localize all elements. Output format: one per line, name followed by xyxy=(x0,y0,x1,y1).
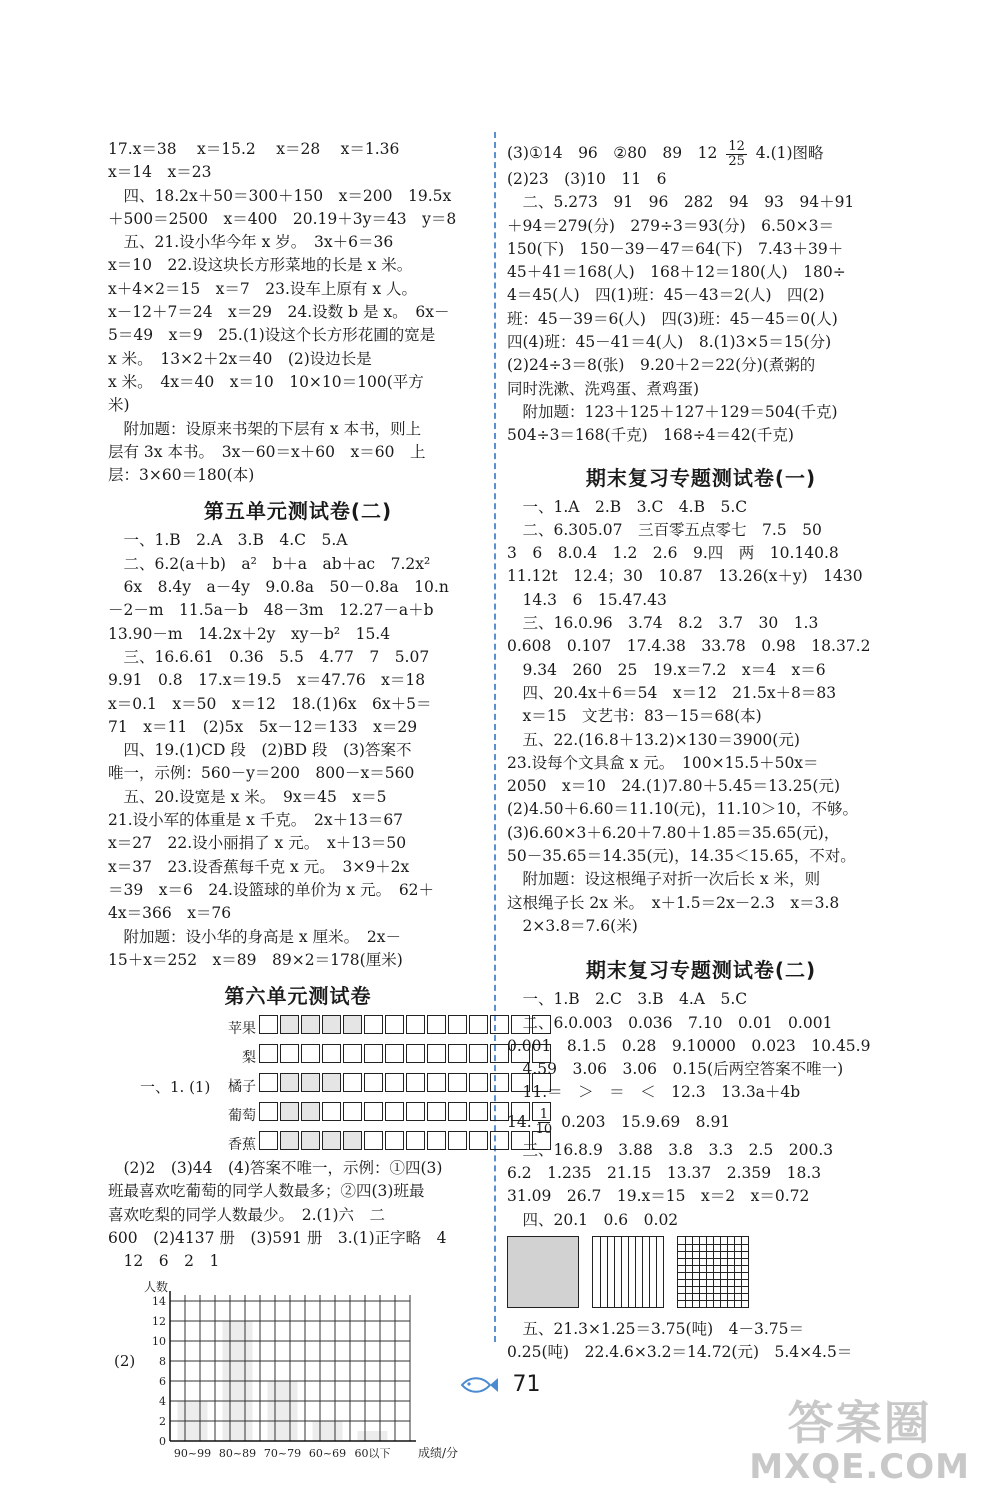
answer-line: ＋500＝2500 x＝400 20.19＋3y＝43 y＝8 xyxy=(108,209,457,228)
answer-line: x＋4×2＝15 x＝7 23.设车上原有 x 人。 xyxy=(108,279,418,298)
y-tick-label: 10 xyxy=(152,1334,166,1348)
fruit-row xyxy=(108,1014,488,1041)
fraction-denominator: 10 xyxy=(535,1122,553,1138)
answer-line: 五、21.设小华今年 x 岁。 3x＋6＝36 xyxy=(108,233,394,252)
grid-line xyxy=(727,1237,728,1307)
hundredths-grid xyxy=(677,1236,749,1308)
tally-cell xyxy=(301,1044,320,1063)
fraction-numerator: 12 xyxy=(728,138,745,154)
answer-line: 三、16.0.96 3.74 8.2 3.7 30 1.3 xyxy=(507,614,819,633)
tally-cell xyxy=(385,1073,404,1092)
tally-cell xyxy=(448,1131,467,1150)
grid-line xyxy=(678,1286,748,1287)
tally-cell xyxy=(406,1131,425,1150)
answer-line: 附加题：123＋125＋127＋129＝504(千克) xyxy=(507,402,838,421)
fruit-row xyxy=(108,1072,488,1099)
decimal-grid-figures xyxy=(507,1236,895,1312)
tally-cell xyxy=(280,1015,299,1034)
score-chart-area xyxy=(108,1276,488,1461)
tally-cell xyxy=(301,1102,320,1121)
unit6-title: 第六单元测试卷 xyxy=(224,984,372,1009)
tally-cell xyxy=(469,1102,488,1121)
tally-cell xyxy=(322,1015,341,1034)
tally-cell xyxy=(364,1102,383,1121)
final-review-1-title: 期末复习专题测试卷(一) xyxy=(585,465,817,490)
tally-cell xyxy=(343,1073,362,1092)
answer-line: x＝10 22.设这块长方形菜地的长是 x 米。 xyxy=(108,256,413,275)
grid-line xyxy=(614,1237,615,1307)
fruit-label: 香蕉 xyxy=(228,1137,256,1154)
fruit-label: 葡萄 xyxy=(228,1108,256,1125)
unit4-answers xyxy=(108,138,488,487)
fraction-denominator: 25 xyxy=(728,153,745,169)
answer-line: 班：45－39＝6(人) 四(3)班：45－45＝0(人) xyxy=(507,309,838,328)
y-tick-label: 8 xyxy=(159,1354,166,1368)
answer-line: 附加题：设这根绳子对折一次后长 x 米，则 xyxy=(507,870,821,889)
tally-cell xyxy=(406,1102,425,1121)
answer-line: 三、16.6.61 0.36 5.5 4.77 7 5.07 xyxy=(108,647,430,666)
tally-cell xyxy=(427,1102,446,1121)
tally-cell xyxy=(469,1044,488,1063)
y-axis-label: 人数 xyxy=(144,1279,169,1294)
tally-cell xyxy=(322,1044,341,1063)
answer-text: 14. xyxy=(507,1112,532,1131)
final-review-2-answers-c xyxy=(507,1318,895,1365)
tally-cell xyxy=(427,1015,446,1034)
answer-text: (3)①14 96 ②80 89 12 xyxy=(507,144,718,162)
tally-cell xyxy=(406,1015,425,1034)
tally-cell xyxy=(280,1044,299,1063)
fish-decoration-icon xyxy=(460,1374,500,1396)
final-review-1-answers xyxy=(507,496,895,939)
fruit-row xyxy=(108,1130,488,1157)
answer-line: 一、1.B 2.C 3.B 4.A 5.C xyxy=(507,990,748,1009)
tally-cell xyxy=(259,1131,278,1150)
tally-cell xyxy=(364,1044,383,1063)
answer-line: ＝39 x＝6 24.设篮球的单价为 x 元。 62＋ xyxy=(108,880,435,899)
answer-line: 11.＝ ＞ ＝ ＜ 12.3 13.3a＋4b xyxy=(507,1083,801,1102)
answer-line: 层：3×60＝180(本) xyxy=(108,466,255,485)
fruit-row xyxy=(108,1101,488,1128)
answer-line: 600 (2)4137 册 (3)591 册 3.(1)正字略 4 xyxy=(108,1228,447,1247)
x-tick-label: 60~69 xyxy=(308,1446,347,1460)
tally-cell xyxy=(406,1073,425,1092)
answer-line: 五、22.(16.8＋13.2)×130＝3900(元) xyxy=(507,730,800,749)
answer-line: x＝15 文艺书：83－15＝68(本) xyxy=(507,707,762,726)
tally-cell xyxy=(406,1044,425,1063)
tally-cell xyxy=(427,1044,446,1063)
answer-line: (2)4.50＋6.60＝11.10(元)，11.10＞10，不够。 xyxy=(507,800,859,819)
answer-line: 15＋x＝252 x＝89 89×2＝178(厘米) xyxy=(108,950,403,969)
final-review-2-title: 期末复习专题测试卷(二) xyxy=(585,958,817,983)
answer-line: 21.设小军的体重是 x 千克。 2x＋13＝67 xyxy=(108,811,404,830)
answer-line: 附加题：设原来书架的下层有 x 本书，则上 xyxy=(108,419,422,438)
y-tick-label: 0 xyxy=(159,1434,166,1448)
fruit-label: 橘子 xyxy=(228,1079,256,1096)
answer-line: x＝37 23.设香蕉每千克 x 元。 3×9＋2x xyxy=(108,857,410,876)
grid-line xyxy=(678,1272,748,1273)
tally-cell xyxy=(343,1044,362,1063)
full-shaded-square xyxy=(507,1236,579,1308)
answer-line: 0.608 0.107 17.4.38 33.78 0.98 18.37.2 xyxy=(507,637,871,656)
answer-line: 二、6.305.07 三百零五点零七 7.5 50 xyxy=(507,520,822,539)
answer-line: x 米。 13×2＋2x＝40 (2)设边长是 xyxy=(108,349,372,368)
answer-line: x＝14 x＝23 xyxy=(108,163,212,182)
answer-text: 4.(1)图略 xyxy=(755,144,824,162)
answer-line: 层有 3x 本书。 3x－60＝x＋60 x＝60 上 xyxy=(108,442,426,461)
y-tick-label: 14 xyxy=(152,1294,166,1308)
tally-cell xyxy=(364,1131,383,1150)
answer-line: 五、21.3×1.25＝3.75(吨) 4－3.75＝ xyxy=(507,1319,804,1338)
fruit-label: 梨 xyxy=(242,1050,256,1067)
answer-line: 4＝45(人) 四(1)班：45－43＝2(人) 四(2) xyxy=(507,286,825,305)
answer-line: 二、6.0.003 0.036 7.10 0.01 0.001 xyxy=(507,1013,833,1032)
tally-cell xyxy=(469,1015,488,1034)
tally-cell xyxy=(343,1102,362,1121)
answer-line: 14.3 6 15.47.43 xyxy=(507,590,667,609)
y-tick-label: 6 xyxy=(159,1374,166,1388)
answer-line: 四(4)班：45－41＝4(人) 8.(1)3×5＝15(分) xyxy=(507,333,832,352)
grid-line xyxy=(649,1237,650,1307)
answer-line: 喜欢吃梨的同学人数最少。 2.(1)六 二 xyxy=(108,1205,385,1224)
answer-line: 71 x＝11 (2)5x 5x－12＝133 x＝29 xyxy=(108,717,418,736)
answer-line: 12 6 2 1 xyxy=(108,1252,220,1271)
answer-line xyxy=(507,1105,895,1139)
tally-cell xyxy=(259,1073,278,1092)
right-column xyxy=(507,138,895,1364)
answer-line: 附加题：设小华的身高是 x 厘米。 2x－ xyxy=(108,927,401,946)
answer-line: 四、20.4x＋6＝54 x＝12 21.5x＋8＝83 xyxy=(507,683,837,702)
tally-cell xyxy=(301,1131,320,1150)
unit6-answers xyxy=(108,1157,488,1273)
answer-line: 6.2 1.235 21.15 13.37 2.359 18.3 xyxy=(507,1163,822,1182)
page-footer xyxy=(0,1372,1000,1397)
watermark-logo-text: 答案圈 xyxy=(787,1396,932,1450)
grid-line xyxy=(720,1237,721,1307)
answer-line: x－12＋7＝24 x＝29 24.设数 b 是 x。 6x－ xyxy=(108,303,450,322)
answer-line: 二、5.273 91 96 282 94 93 94＋91 xyxy=(507,193,855,212)
tally-cell xyxy=(280,1073,299,1092)
final-review-2-answers-b xyxy=(507,1139,895,1232)
y-tick-label: 2 xyxy=(159,1414,166,1428)
tally-cell xyxy=(364,1073,383,1092)
answer-line: 2050 x＝10 24.(1)7.80＋5.45＝13.25(元) xyxy=(507,777,841,796)
tally-cell xyxy=(259,1044,278,1063)
tally-cell xyxy=(448,1073,467,1092)
tally-cell xyxy=(448,1102,467,1121)
fraction-numerator: 1 xyxy=(539,1107,549,1123)
answer-line: 这根绳子长 2x 米。 x＋1.5＝2x－2.3 x＝3.8 xyxy=(507,893,840,912)
answer-line xyxy=(507,138,895,168)
unit5-answers xyxy=(108,529,488,972)
answer-line: 50－35.65＝14.35(元)，14.35＜15.65，不对。 xyxy=(507,847,856,866)
x-tick-label: 80~89 xyxy=(218,1446,257,1460)
answer-line: 45＋41＝168(人) 168＋12＝180(人) 180÷ xyxy=(507,263,846,282)
tally-cell xyxy=(385,1015,404,1034)
answer-line: 四、19.(1)CD 段 (2)BD 段 (3)答案不 xyxy=(108,741,412,760)
tally-cell xyxy=(364,1015,383,1034)
x-axis-label: 成绩/分 xyxy=(418,1445,459,1460)
watermark-url: MXQE.COM xyxy=(749,1447,970,1487)
tally-cell xyxy=(259,1015,278,1034)
column-divider xyxy=(494,132,496,1342)
y-tick-label: 4 xyxy=(159,1394,166,1408)
grid-line xyxy=(607,1237,608,1307)
answer-line: 11.12t 12.4；30 10.87 13.26(x＋y) 1430 xyxy=(507,567,863,586)
answer-line: 米) xyxy=(108,396,130,415)
answer-line: 同时洗漱、洗鸡蛋、煮鸡蛋) xyxy=(507,379,700,398)
grid-line xyxy=(635,1237,636,1307)
left-column xyxy=(108,138,488,1461)
answer-line: x＝0.1 x＝50 x＝12 18.(1)6x 6x＋5＝ xyxy=(108,694,432,713)
grid-line xyxy=(741,1237,742,1307)
fraction xyxy=(726,140,747,169)
tally-cell xyxy=(259,1102,278,1121)
grid-line xyxy=(678,1293,748,1294)
answer-line: －2－m 11.5a－b 48－3m 12.27－a＋b xyxy=(108,601,434,620)
answer-line: (2)24÷3＝8(张) 9.20＋2＝22(分)(煮粥的 xyxy=(507,356,816,375)
tally-cell xyxy=(427,1131,446,1150)
answer-line: 三、16.8.9 3.88 3.8 3.3 2.5 200.3 xyxy=(507,1140,834,1159)
answer-line: 2×3.8＝7.6(米) xyxy=(507,916,638,935)
tally-cell xyxy=(322,1131,341,1150)
tenths-grid xyxy=(592,1236,664,1308)
x-tick-label: 60以下 xyxy=(354,1446,391,1460)
answer-line: (2)2 (3)44 (4)答案不唯一，示例：①四(3) xyxy=(108,1159,443,1178)
tally-cell xyxy=(385,1102,404,1121)
final-review-2-answers-a xyxy=(507,988,895,1104)
answer-line: 9.91 0.8 17.x＝19.5 x＝47.76 x＝18 xyxy=(108,671,426,690)
tally-cell xyxy=(322,1073,341,1092)
grid-line xyxy=(621,1237,622,1307)
grid-line xyxy=(678,1279,748,1280)
score-bar-chart xyxy=(128,1276,488,1461)
answer-line: x＝27 22.设小丽捐了 x 元。 x＋13＝50 xyxy=(108,834,407,853)
tally-cell xyxy=(280,1102,299,1121)
page-number: 71 xyxy=(512,1372,541,1397)
fruit-pictograph xyxy=(108,1014,488,1157)
watermark xyxy=(749,1398,970,1486)
x-tick-label: 70~79 xyxy=(263,1446,302,1460)
answer-line: 一、1.A 2.B 3.C 4.B 5.C xyxy=(507,497,748,516)
answer-line: 150(下) 150－39－47＝64(下) 7.43＋39＋ xyxy=(507,239,844,258)
answer-line: 班最喜欢吃葡萄的同学人数最多；②四(3)班最 xyxy=(108,1182,425,1201)
x-tick-label: 90~99 xyxy=(173,1446,212,1460)
answer-text: 0.203 15.9.69 8.91 xyxy=(561,1112,731,1131)
answer-line: 31.09 26.7 19.x＝15 x＝2 x＝0.72 xyxy=(507,1187,810,1206)
answer-line: 13.90－m 14.2x＋2y xy－b² 15.4 xyxy=(108,624,391,643)
answer-line: 五、20.设宽是 x 米。 9x＝45 x＝5 xyxy=(108,787,387,806)
tally-cell xyxy=(343,1015,362,1034)
chart-bar xyxy=(358,1431,388,1441)
tally-cell xyxy=(301,1073,320,1092)
answer-line: 0.25(吨) 22.4.6×3.2＝14.72(元) 5.4×4.5＝ xyxy=(507,1343,853,1362)
tally-cell xyxy=(301,1015,320,1034)
unit5-title: 第五单元测试卷(二) xyxy=(203,499,393,524)
answer-line: ＋94＝279(分) 279÷3＝93(分) 6.50×3＝ xyxy=(507,216,835,235)
answer-line: 四、20.1 0.6 0.02 xyxy=(507,1210,679,1229)
fruit-label: 苹果 xyxy=(228,1021,256,1038)
chart-part-label: (2) xyxy=(114,1351,136,1370)
tally-cell xyxy=(469,1131,488,1150)
answer-line: (2)23 (3)10 11 6 xyxy=(507,170,667,188)
chart-bar xyxy=(313,1421,343,1441)
grid-line xyxy=(642,1237,643,1307)
answer-line: 0.001 8.1.5 0.28 9.10000 0.023 10.45.9 xyxy=(507,1036,871,1055)
unit-test-answers-continued xyxy=(507,168,895,448)
answer-line: 504÷3＝168(千克) 168÷4＝42(千克) xyxy=(507,426,794,445)
answer-line: 5＝49 x＝9 25.(1)设这个长方形花圃的宽是 xyxy=(108,326,436,345)
tally-cell xyxy=(448,1015,467,1034)
answer-line: 6x 8.4y a－4y 9.0.8a 50－0.8a 10.n xyxy=(108,578,449,597)
tally-cell xyxy=(343,1131,362,1150)
answer-line: 3 6 8.0.4 1.2 2.6 9.四 两 10.140.8 xyxy=(507,544,839,563)
answer-line: (3)6.60×3＋6.20＋7.80＋1.85＝35.65(元)， xyxy=(507,823,840,842)
tally-cell xyxy=(280,1131,299,1150)
answer-line: 一、1.B 2.A 3.B 4.C 5.A xyxy=(108,531,348,550)
grid-line xyxy=(628,1237,629,1307)
answer-line: 17.x＝38 x＝15.2 x＝28 x＝1.36 xyxy=(108,140,400,158)
y-tick-label: 12 xyxy=(152,1314,166,1328)
tally-cell xyxy=(385,1044,404,1063)
fruit-row xyxy=(108,1043,488,1070)
tally-cell xyxy=(385,1131,404,1150)
answer-line: x 米。 4x＝40 x＝10 10×10＝100(平方 xyxy=(108,372,424,391)
grid-line xyxy=(656,1237,657,1307)
tally-cell xyxy=(322,1102,341,1121)
answer-line: 23.设每个文具盒 x 元。 100×15.5＋50x＝ xyxy=(507,753,819,772)
answer-line: 4x＝366 x＝76 xyxy=(108,904,232,923)
fraction xyxy=(536,1108,553,1137)
grid-line xyxy=(600,1237,601,1307)
question-prefix: 一、1. (1) xyxy=(140,1078,211,1097)
tally-cell xyxy=(469,1073,488,1092)
grid-line xyxy=(734,1237,735,1307)
answer-line: 四、18.2x＋50＝300＋150 x＝200 19.5x xyxy=(108,186,452,205)
tally-cell xyxy=(427,1073,446,1092)
answer-line: 唯一，示例：560－y＝200 800－x＝560 xyxy=(108,764,415,783)
answer-line: 4.59 3.06 3.06 0.15(后两空答案不唯一) xyxy=(507,1060,844,1079)
answer-line: 二、6.2(a＋b) a² b＋a ab＋ac 7.2x² xyxy=(108,554,431,573)
grid-line xyxy=(678,1300,748,1301)
tally-cell xyxy=(448,1044,467,1063)
answer-line: 9.34 260 25 19.x＝7.2 x＝4 x＝6 xyxy=(507,660,826,679)
